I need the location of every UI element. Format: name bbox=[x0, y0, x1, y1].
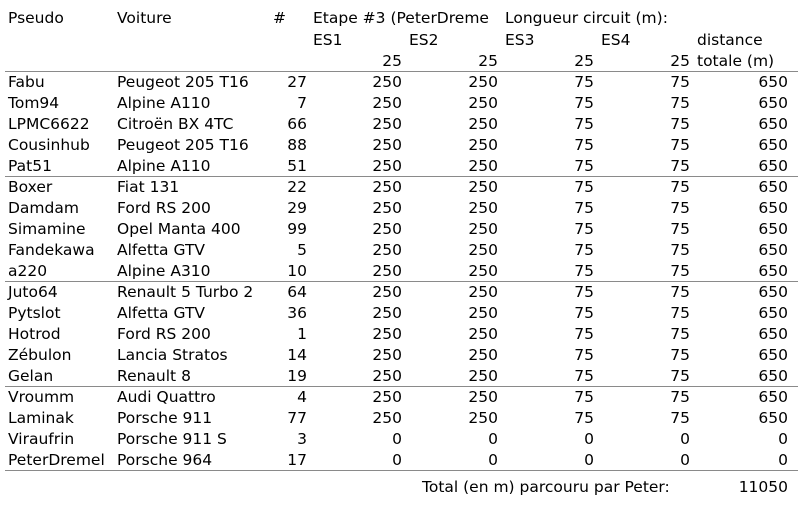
cell-es2: 250 bbox=[468, 388, 498, 406]
cell-num: 51 bbox=[287, 157, 307, 175]
header-length-es4: 25 bbox=[670, 52, 690, 70]
group-divider bbox=[5, 71, 798, 72]
cell-voiture: Fiat 131 bbox=[117, 178, 180, 196]
group-divider bbox=[5, 470, 798, 471]
cell-es2: 250 bbox=[468, 94, 498, 112]
cell-num: 7 bbox=[297, 94, 307, 112]
cell-es2: 250 bbox=[468, 346, 498, 364]
cell-total: 650 bbox=[758, 94, 788, 112]
header-length-es1: 25 bbox=[382, 52, 402, 70]
cell-es1: 250 bbox=[372, 409, 402, 427]
cell-voiture: Porsche 964 bbox=[117, 451, 213, 469]
cell-es4: 75 bbox=[670, 136, 690, 154]
cell-num: 5 bbox=[297, 241, 307, 259]
cell-es3: 75 bbox=[574, 388, 594, 406]
cell-pseudo: Fandekawa bbox=[8, 241, 95, 259]
cell-es2: 250 bbox=[468, 178, 498, 196]
cell-es3: 75 bbox=[574, 367, 594, 385]
cell-pseudo: Pat51 bbox=[8, 157, 52, 175]
cell-num: 1 bbox=[297, 325, 307, 343]
group-divider bbox=[5, 176, 798, 177]
header-voiture: Voiture bbox=[117, 9, 172, 27]
cell-es4: 75 bbox=[670, 73, 690, 91]
cell-es4: 75 bbox=[670, 304, 690, 322]
cell-es1: 250 bbox=[372, 367, 402, 385]
group-divider bbox=[5, 281, 798, 282]
cell-es3: 75 bbox=[574, 262, 594, 280]
cell-num: 27 bbox=[287, 73, 307, 91]
cell-es4: 75 bbox=[670, 241, 690, 259]
cell-es4: 0 bbox=[680, 430, 690, 448]
cell-es1: 250 bbox=[372, 241, 402, 259]
cell-pseudo: Laminak bbox=[8, 409, 74, 427]
header-length-es3: 25 bbox=[574, 52, 594, 70]
cell-es3: 75 bbox=[574, 178, 594, 196]
header-num: # bbox=[273, 9, 286, 27]
cell-voiture: Peugeot 205 T16 bbox=[117, 136, 249, 154]
cell-voiture: Ford RS 200 bbox=[117, 199, 211, 217]
cell-es1: 250 bbox=[372, 115, 402, 133]
cell-num: 66 bbox=[287, 115, 307, 133]
cell-total: 650 bbox=[758, 73, 788, 91]
cell-es2: 250 bbox=[468, 157, 498, 175]
header-distance: distance bbox=[697, 31, 763, 49]
cell-es2: 250 bbox=[468, 262, 498, 280]
cell-es1: 250 bbox=[372, 283, 402, 301]
cell-es4: 75 bbox=[670, 157, 690, 175]
cell-es1: 250 bbox=[372, 136, 402, 154]
cell-voiture: Lancia Stratos bbox=[117, 346, 228, 364]
cell-es3: 75 bbox=[574, 346, 594, 364]
cell-num: 22 bbox=[287, 178, 307, 196]
cell-num: 64 bbox=[287, 283, 307, 301]
header-etape: Etape #3 (PeterDreme bbox=[313, 9, 489, 27]
cell-es3: 0 bbox=[584, 451, 594, 469]
cell-pseudo: Cousinhub bbox=[8, 136, 90, 154]
cell-es2: 250 bbox=[468, 367, 498, 385]
cell-voiture: Renault 5 Turbo 2 bbox=[117, 283, 254, 301]
cell-es4: 75 bbox=[670, 388, 690, 406]
cell-es3: 75 bbox=[574, 220, 594, 238]
cell-pseudo: PeterDremel bbox=[8, 451, 105, 469]
cell-pseudo: a220 bbox=[8, 262, 48, 280]
cell-pseudo: Viraufrin bbox=[8, 430, 75, 448]
cell-total: 0 bbox=[778, 430, 788, 448]
cell-voiture: Audi Quattro bbox=[117, 388, 216, 406]
cell-total: 650 bbox=[758, 136, 788, 154]
header-es2: ES2 bbox=[409, 31, 439, 49]
cell-es2: 250 bbox=[468, 241, 498, 259]
cell-pseudo: Vroumm bbox=[8, 388, 75, 406]
cell-es2: 250 bbox=[468, 409, 498, 427]
cell-total: 650 bbox=[758, 220, 788, 238]
cell-num: 77 bbox=[287, 409, 307, 427]
cell-es1: 250 bbox=[372, 262, 402, 280]
cell-es2: 250 bbox=[468, 136, 498, 154]
cell-es3: 75 bbox=[574, 241, 594, 259]
cell-es3: 75 bbox=[574, 136, 594, 154]
cell-es2: 250 bbox=[468, 199, 498, 217]
cell-total: 650 bbox=[758, 241, 788, 259]
cell-es1: 0 bbox=[392, 430, 402, 448]
cell-es4: 75 bbox=[670, 367, 690, 385]
cell-total: 650 bbox=[758, 199, 788, 217]
header-es1: ES1 bbox=[313, 31, 343, 49]
cell-voiture: Porsche 911 bbox=[117, 409, 213, 427]
cell-pseudo: Damdam bbox=[8, 199, 79, 217]
cell-total: 0 bbox=[778, 451, 788, 469]
cell-es3: 75 bbox=[574, 94, 594, 112]
cell-es4: 75 bbox=[670, 325, 690, 343]
cell-pseudo: Pytslot bbox=[8, 304, 61, 322]
cell-num: 88 bbox=[287, 136, 307, 154]
cell-total: 650 bbox=[758, 115, 788, 133]
cell-num: 99 bbox=[287, 220, 307, 238]
cell-num: 17 bbox=[287, 451, 307, 469]
cell-voiture: Alpine A110 bbox=[117, 157, 211, 175]
cell-pseudo: Boxer bbox=[8, 178, 53, 196]
footer-label: Total (en m) parcouru par Peter: bbox=[422, 478, 670, 496]
cell-es2: 250 bbox=[468, 115, 498, 133]
cell-es1: 250 bbox=[372, 199, 402, 217]
cell-es4: 75 bbox=[670, 115, 690, 133]
cell-total: 650 bbox=[758, 283, 788, 301]
cell-es3: 75 bbox=[574, 115, 594, 133]
cell-pseudo: Juto64 bbox=[8, 283, 58, 301]
cell-num: 10 bbox=[287, 262, 307, 280]
cell-pseudo: LPMC6622 bbox=[8, 115, 90, 133]
cell-voiture: Alpine A310 bbox=[117, 262, 211, 280]
cell-es3: 75 bbox=[574, 325, 594, 343]
cell-num: 3 bbox=[297, 430, 307, 448]
cell-pseudo: Fabu bbox=[8, 73, 45, 91]
cell-es1: 250 bbox=[372, 220, 402, 238]
header-pseudo: Pseudo bbox=[8, 9, 64, 27]
cell-num: 19 bbox=[287, 367, 307, 385]
cell-total: 650 bbox=[758, 388, 788, 406]
cell-es1: 0 bbox=[392, 451, 402, 469]
cell-total: 650 bbox=[758, 262, 788, 280]
header-distance-unit: totale (m) bbox=[697, 52, 775, 70]
cell-es3: 75 bbox=[574, 157, 594, 175]
cell-es2: 250 bbox=[468, 73, 498, 91]
cell-voiture: Citroën BX 4TC bbox=[117, 115, 234, 133]
cell-es2: 250 bbox=[468, 283, 498, 301]
cell-es3: 75 bbox=[574, 73, 594, 91]
cell-es3: 0 bbox=[584, 430, 594, 448]
footer-total: 11050 bbox=[738, 478, 788, 496]
cell-es2: 0 bbox=[488, 430, 498, 448]
cell-total: 650 bbox=[758, 157, 788, 175]
cell-voiture: Peugeot 205 T16 bbox=[117, 73, 249, 91]
cell-es1: 250 bbox=[372, 304, 402, 322]
cell-total: 650 bbox=[758, 178, 788, 196]
cell-es4: 75 bbox=[670, 94, 690, 112]
cell-voiture: Ford RS 200 bbox=[117, 325, 211, 343]
cell-total: 650 bbox=[758, 325, 788, 343]
cell-es1: 250 bbox=[372, 325, 402, 343]
cell-num: 14 bbox=[287, 346, 307, 364]
cell-es4: 75 bbox=[670, 220, 690, 238]
header-es3: ES3 bbox=[505, 31, 535, 49]
cell-num: 29 bbox=[287, 199, 307, 217]
cell-es1: 250 bbox=[372, 157, 402, 175]
cell-es4: 75 bbox=[670, 283, 690, 301]
header-longueur: Longueur circuit (m): bbox=[505, 9, 668, 27]
cell-voiture: Opel Manta 400 bbox=[117, 220, 241, 238]
cell-es1: 250 bbox=[372, 346, 402, 364]
cell-pseudo: Gelan bbox=[8, 367, 54, 385]
cell-es1: 250 bbox=[372, 178, 402, 196]
cell-pseudo: Tom94 bbox=[8, 94, 60, 112]
group-divider bbox=[5, 386, 798, 387]
cell-es2: 250 bbox=[468, 304, 498, 322]
cell-es3: 75 bbox=[574, 199, 594, 217]
header-es4: ES4 bbox=[601, 31, 631, 49]
cell-pseudo: Simamine bbox=[8, 220, 86, 238]
header-length-es2: 25 bbox=[478, 52, 498, 70]
cell-pseudo: Hotrod bbox=[8, 325, 61, 343]
cell-es3: 75 bbox=[574, 409, 594, 427]
cell-total: 650 bbox=[758, 367, 788, 385]
cell-es3: 75 bbox=[574, 304, 594, 322]
cell-total: 650 bbox=[758, 409, 788, 427]
cell-pseudo: Zébulon bbox=[8, 346, 72, 364]
cell-es1: 250 bbox=[372, 388, 402, 406]
cell-es2: 250 bbox=[468, 325, 498, 343]
cell-es1: 250 bbox=[372, 73, 402, 91]
cell-voiture: Alpine A110 bbox=[117, 94, 211, 112]
cell-es1: 250 bbox=[372, 94, 402, 112]
cell-num: 4 bbox=[297, 388, 307, 406]
cell-voiture: Renault 8 bbox=[117, 367, 191, 385]
cell-es4: 75 bbox=[670, 178, 690, 196]
cell-es4: 75 bbox=[670, 409, 690, 427]
cell-es2: 0 bbox=[488, 451, 498, 469]
cell-num: 36 bbox=[287, 304, 307, 322]
cell-voiture: Alfetta GTV bbox=[117, 241, 206, 259]
cell-voiture: Porsche 911 S bbox=[117, 430, 227, 448]
cell-es4: 75 bbox=[670, 199, 690, 217]
cell-total: 650 bbox=[758, 304, 788, 322]
cell-es3: 75 bbox=[574, 283, 594, 301]
cell-voiture: Alfetta GTV bbox=[117, 304, 206, 322]
cell-es4: 75 bbox=[670, 262, 690, 280]
cell-es2: 250 bbox=[468, 220, 498, 238]
cell-es4: 0 bbox=[680, 451, 690, 469]
cell-total: 650 bbox=[758, 346, 788, 364]
cell-es4: 75 bbox=[670, 346, 690, 364]
